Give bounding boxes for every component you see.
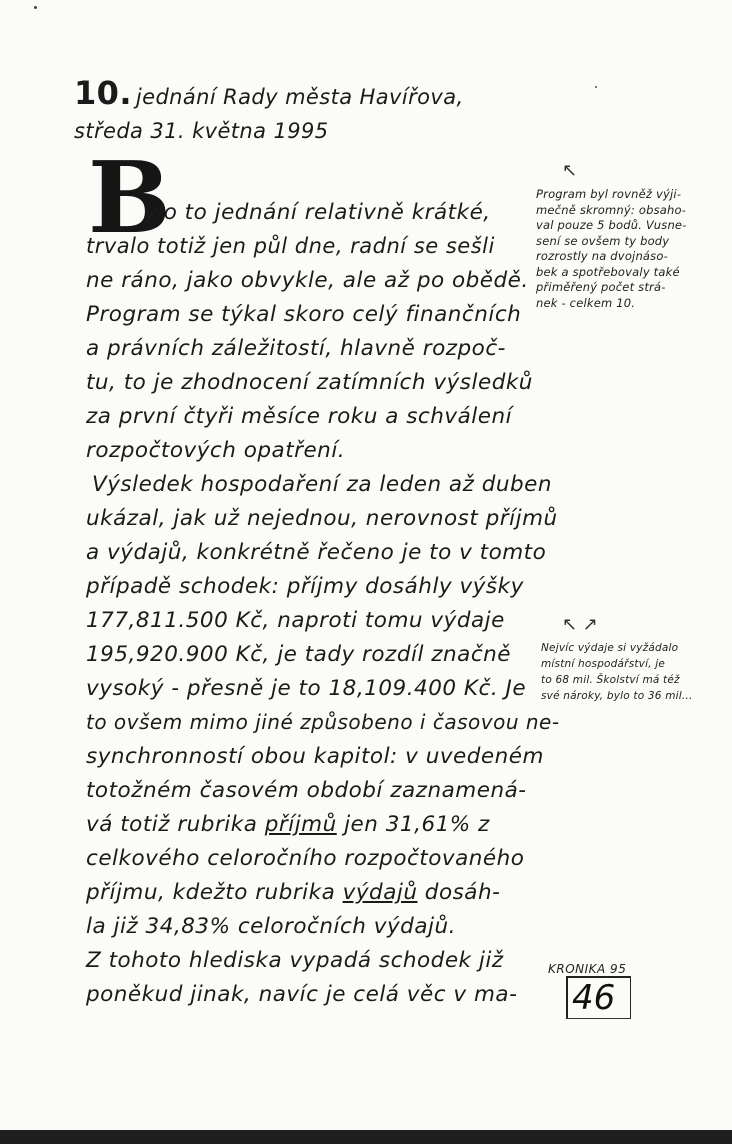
body-line: vysoký - přesně je to 18,109.400 Kč. Je	[86, 676, 527, 701]
side-note-line: místní hospodářství, je	[541, 658, 666, 670]
body-line: 195,920.900 Kč, je tady rozdíl značně	[86, 642, 512, 667]
body-line: trvalo totiž jen půl dne, radní se sešli	[86, 234, 495, 258]
side-note-line: své nároky, bylo to 36 mil...	[541, 690, 693, 702]
scan-edge	[0, 1130, 732, 1144]
side-note-line: sení se ovšem ty body	[536, 233, 670, 248]
side-note-line: to 68 mil. Školství má též	[541, 674, 680, 686]
body-line: ne ráno, jako obvykle, ale až po obědě.	[86, 268, 529, 293]
entry-heading	[74, 76, 514, 148]
heading-line-1	[74, 76, 514, 114]
side-note-line: val pouze 5 bodů. Vusne-	[536, 218, 687, 232]
heading-title: jednání Rady města Havířova,	[135, 85, 464, 109]
underlined-word: příjmů	[264, 812, 337, 837]
margin-arrow-icon: ↖ ↗	[562, 614, 598, 635]
side-note-line: přiměřený počet strá-	[536, 280, 666, 294]
body-line: rozpočtových opatření.	[86, 438, 346, 463]
body-line: tu, to je zhodnocení zatímních výsledků	[86, 370, 533, 395]
entry-number: 10.	[74, 74, 132, 112]
page-number: 46	[572, 978, 616, 1018]
side-note-expenses	[541, 640, 731, 704]
body-line-with-underline	[86, 880, 500, 905]
body-line: Program se týkal skoro celý finančních	[86, 302, 522, 327]
text-segment: dosáh-	[417, 880, 501, 905]
heading-line-2: středa 31. května 1995	[74, 119, 329, 143]
drop-cap-letter: B	[88, 141, 171, 256]
body-line: ylo to jednání relativně krátké,	[144, 200, 491, 225]
body-line: celkového celoročního rozpočtovaného	[86, 846, 525, 871]
body-line: 177,811.500 Kč, naproti tomu výdaje	[86, 608, 505, 633]
text-segment: příjmu, kdežto rubrika	[86, 880, 343, 905]
side-note-line: bek a spotřebovaly také	[536, 264, 680, 279]
body-line: ukázal, jak už nejednou, nerovnost příjmů	[86, 506, 558, 531]
body-line: Z tohoto hlediska vypadá schodek již	[86, 948, 504, 973]
body-line: a právních záležitostí, hlavně rozpoč-	[86, 336, 506, 361]
body-line: poněkud jinak, navíc je celá věc v ma-	[86, 982, 518, 1007]
side-note-line: Nejvíc výdaje si vyžádalo	[541, 642, 679, 654]
side-note-program	[536, 187, 726, 311]
body-line: Výsledek hospodaření za leden až duben	[92, 472, 553, 497]
text-segment: vá totiž rubrika	[86, 812, 265, 837]
side-note-line: nek - celkem 10.	[536, 295, 636, 310]
body-line: to ovšem mimo jiné způsobeno i časovou ne-	[86, 710, 560, 734]
body-line: synchronností obou kapitol: v uvedeném	[86, 744, 544, 769]
body-line: la již 34,83% celoročních výdajů.	[86, 914, 456, 939]
body-line: za první čtyři měsíce roku a schválení	[86, 404, 513, 429]
chronicle-label: KRONIKA 95	[548, 962, 627, 976]
side-note-line: rozrostly na dvojnáso-	[536, 249, 668, 263]
side-note-line: Program byl rovněž výji-	[536, 187, 682, 201]
text-segment: jen 31,61% z	[336, 812, 490, 837]
body-line: případě schodek: příjmy dosáhly výšky	[86, 574, 524, 599]
underlined-word: výdajů	[342, 880, 418, 905]
ink-dot	[34, 6, 37, 9]
side-note-line: mečně skromný: obsaho-	[536, 202, 687, 217]
ink-dot	[595, 86, 597, 88]
margin-arrow-icon: ↖	[562, 160, 578, 181]
body-line-with-underline	[86, 812, 490, 837]
body-line: totožném časovém období zaznamená-	[86, 778, 527, 803]
body-line: a výdajů, konkrétně řečeno je to v tomto	[86, 540, 547, 565]
